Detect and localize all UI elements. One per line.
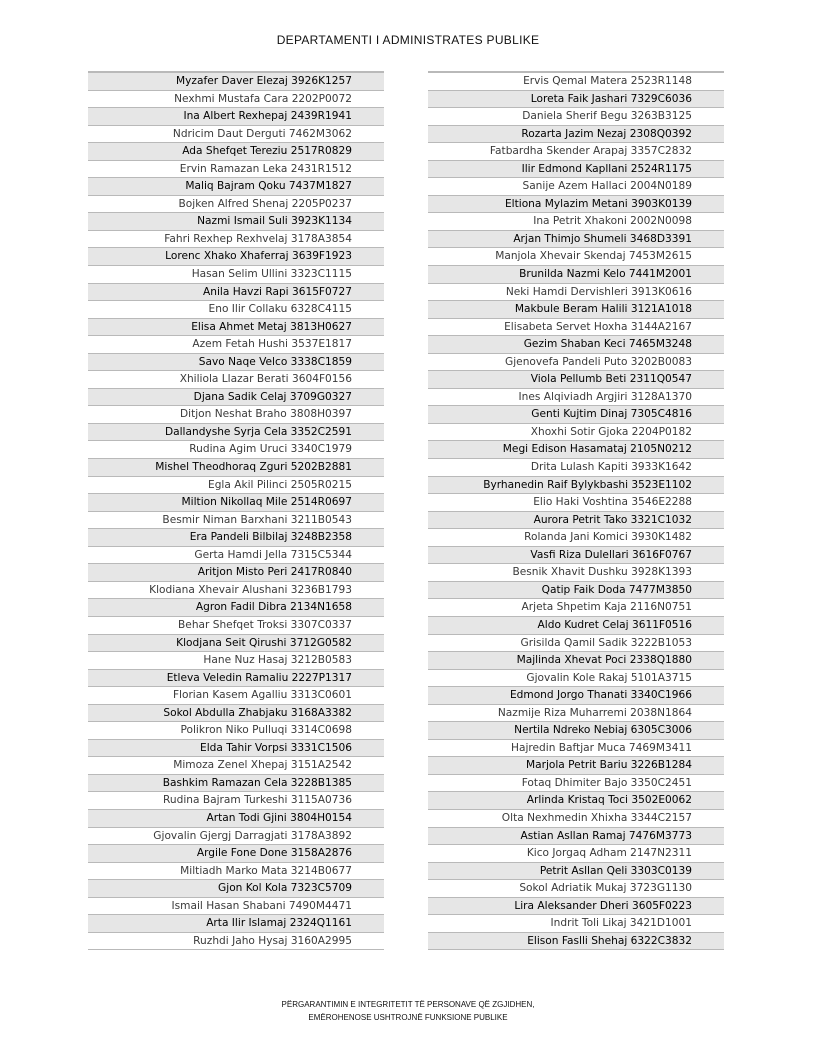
list-item: Besnik Xhavit Dushku 3928K1393 xyxy=(428,564,724,582)
right-name-column xyxy=(428,71,724,950)
list-item: Fatbardha Skender Arapaj 3357C2832 xyxy=(428,143,724,161)
list-item: Azem Fetah Hushi 3537E1817 xyxy=(88,336,384,354)
list-item: Brunilda Nazmi Kelo 7441M2001 xyxy=(428,266,724,284)
list-item: Aldo Kudret Celaj 3611F0516 xyxy=(428,617,724,635)
footer-line-1: PËRGARANTIMIN E INTEGRITETIT TË PERSONAVE QË ZGJIDHEN, xyxy=(281,1000,535,1009)
list-item: Savo Naqe Velco 3338C1859 xyxy=(88,354,384,372)
list-item: Elisa Ahmet Metaj 3813H0627 xyxy=(88,319,384,337)
list-item: Drita Lulash Kapiti 3933K1642 xyxy=(428,459,724,477)
list-item: Makbule Beram Halili 3121A1018 xyxy=(428,301,724,319)
list-item: Arta Ilir Islamaj 2324Q1161 xyxy=(88,915,384,933)
list-item: Fahri Rexhep Rexhvelaj 3178A3854 xyxy=(88,231,384,249)
list-item: Ervin Ramazan Leka 2431R1512 xyxy=(88,161,384,179)
list-item: Ina Petrit Xhakoni 2002N0098 xyxy=(428,213,724,231)
list-item: Manjola Xhevair Skendaj 7453M2615 xyxy=(428,248,724,266)
list-item: Sanije Azem Hallaci 2004N0189 xyxy=(428,178,724,196)
list-item: Gjovalin Gjergj Darragjati 3178A3892 xyxy=(88,828,384,846)
list-item: Viola Pellumb Beti 2311Q0547 xyxy=(428,371,724,389)
page-footer xyxy=(0,998,816,1024)
list-item: Lira Aleksander Dheri 3605F0223 xyxy=(428,898,724,916)
list-item: Nazmi Ismail Suli 3923K1134 xyxy=(88,213,384,231)
list-item: Qatip Faik Doda 7477M3850 xyxy=(428,582,724,600)
list-item: Artan Todi Gjini 3804H0154 xyxy=(88,810,384,828)
list-item: Marjola Petrit Bariu 3226B1284 xyxy=(428,757,724,775)
list-item: Era Pandeli Bilbilaj 3248B2358 xyxy=(88,529,384,547)
list-item: Gjovalin Kole Rakaj 5101A3715 xyxy=(428,670,724,688)
list-item: Rudina Bajram Turkeshi 3115A0736 xyxy=(88,792,384,810)
list-item: Klodjana Seit Qirushi 3712G0582 xyxy=(88,635,384,653)
list-item: Ina Albert Rexhepaj 2439R1941 xyxy=(88,108,384,126)
list-item: Gezim Shaban Keci 7465M3248 xyxy=(428,336,724,354)
list-item: Lorenc Xhako Xhaferraj 3639F1923 xyxy=(88,248,384,266)
list-item: Gerta Hamdi Jella 7315C5344 xyxy=(88,547,384,565)
footer-line-2: EMËROHENOSE USHTROJNË FUNKSIONE PUBLIKE xyxy=(308,1013,508,1022)
list-item: Ines Alqiviadh Argjiri 3128A1370 xyxy=(428,389,724,407)
list-item: Mishel Theodhoraq Zguri 5202B2881 xyxy=(88,459,384,477)
list-item: Agron Fadil Dibra 2134N1658 xyxy=(88,599,384,617)
list-item: Ada Shefqet Tereziu 2517R0829 xyxy=(88,143,384,161)
list-item: Arjeta Shpetim Kaja 2116N0751 xyxy=(428,599,724,617)
list-item: Elison Faslli Shehaj 6322C3832 xyxy=(428,933,724,951)
list-item: Miltiadh Marko Mata 3214B0677 xyxy=(88,863,384,881)
list-item: Rolanda Jani Komici 3930K1482 xyxy=(428,529,724,547)
list-item: Miltion Nikollaq Mile 2514R0697 xyxy=(88,494,384,512)
list-item: Rudina Agim Uruci 3340C1979 xyxy=(88,441,384,459)
list-item: Eno Ilir Collaku 6328C4115 xyxy=(88,301,384,319)
list-item: Djana Sadik Celaj 3709G0327 xyxy=(88,389,384,407)
list-item: Ditjon Neshat Braho 3808H0397 xyxy=(88,406,384,424)
list-item: Sokol Abdulla Zhabjaku 3168A3382 xyxy=(88,705,384,723)
list-item: Kico Jorgaq Adham 2147N2311 xyxy=(428,845,724,863)
list-item: Loreta Faik Jashari 7329C6036 xyxy=(428,91,724,109)
list-item: Dallandyshe Syrja Cela 3352C2591 xyxy=(88,424,384,442)
list-item: Ismail Hasan Shabani 7490M4471 xyxy=(88,898,384,916)
list-item: Bashkim Ramazan Cela 3228B1385 xyxy=(88,775,384,793)
list-item: Gjenovefa Pandeli Puto 3202B0083 xyxy=(428,354,724,372)
list-item: Ndricim Daut Derguti 7462M3062 xyxy=(88,126,384,144)
list-item: Myzafer Daver Elezaj 3926K1257 xyxy=(88,73,384,91)
list-item: Aurora Petrit Tako 3321C1032 xyxy=(428,512,724,530)
list-item: Indrit Toli Likaj 3421D1001 xyxy=(428,915,724,933)
list-item: Klodiana Xhevair Alushani 3236B1793 xyxy=(88,582,384,600)
list-item: Gjon Kol Kola 7323C5709 xyxy=(88,880,384,898)
list-item: Hane Nuz Hasaj 3212B0583 xyxy=(88,652,384,670)
list-item: Elda Tahir Vorpsi 3331C1506 xyxy=(88,740,384,758)
list-item: Vasfi Riza Dulellari 3616F0767 xyxy=(428,547,724,565)
list-item: Rozarta Jazim Nezaj 2308Q0392 xyxy=(428,126,724,144)
list-item: Majlinda Xhevat Poci 2338Q1880 xyxy=(428,652,724,670)
list-item: Nertila Ndreko Nebiaj 6305C3006 xyxy=(428,722,724,740)
list-item: Hajredin Baftjar Muca 7469M3411 xyxy=(428,740,724,758)
list-item: Florian Kasem Agalliu 3313C0601 xyxy=(88,687,384,705)
list-item: Nazmije Riza Muharremi 2038N1864 xyxy=(428,705,724,723)
list-item: Aritjon Misto Peri 2417R0840 xyxy=(88,564,384,582)
list-item: Petrit Asllan Qeli 3303C0139 xyxy=(428,863,724,881)
list-item: Hasan Selim Ullini 3323C1115 xyxy=(88,266,384,284)
list-item: Megi Edison Hasamataj 2105N0212 xyxy=(428,441,724,459)
list-item: Mimoza Zenel Xhepaj 3151A2542 xyxy=(88,757,384,775)
list-item: Xhiliola Llazar Berati 3604F0156 xyxy=(88,371,384,389)
list-item: Olta Nexhmedin Xhixha 3344C2157 xyxy=(428,810,724,828)
list-item: Byrhanedin Raif Bylykbashi 3523E1102 xyxy=(428,477,724,495)
page-title: DEPARTAMENTI I ADMINISTRATES PUBLIKE xyxy=(276,33,540,47)
list-item: Anila Havzi Rapi 3615F0727 xyxy=(88,284,384,302)
list-item: Nexhmi Mustafa Cara 2202P0072 xyxy=(88,91,384,109)
list-item: Fotaq Dhimiter Bajo 3350C2451 xyxy=(428,775,724,793)
list-item: Argile Fone Done 3158A2876 xyxy=(88,845,384,863)
list-item: Maliq Bajram Qoku 7437M1827 xyxy=(88,178,384,196)
list-item: Arjan Thimjo Shumeli 3468D3391 xyxy=(428,231,724,249)
list-item: Edmond Jorgo Thanati 3340C1966 xyxy=(428,687,724,705)
list-item: Eltiona Mylazim Metani 3903K0139 xyxy=(428,196,724,214)
list-item: Elisabeta Servet Hoxha 3144A2167 xyxy=(428,319,724,337)
list-item: Ervis Qemal Matera 2523R1148 xyxy=(428,73,724,91)
list-item: Etleva Veledin Ramaliu 2227P1317 xyxy=(88,670,384,688)
list-item: Arlinda Kristaq Toci 3502E0062 xyxy=(428,792,724,810)
list-item: Astian Asllan Ramaj 7476M3773 xyxy=(428,828,724,846)
list-item: Behar Shefqet Troksi 3307C0337 xyxy=(88,617,384,635)
list-item: Daniela Sherif Begu 3263B3125 xyxy=(428,108,724,126)
list-item: Bojken Alfred Shenaj 2205P0237 xyxy=(88,196,384,214)
list-item: Genti Kujtim Dinaj 7305C4816 xyxy=(428,406,724,424)
list-item: Neki Hamdi Dervishleri 3913K0616 xyxy=(428,284,724,302)
list-item: Ilir Edmond Kapllani 2524R1175 xyxy=(428,161,724,179)
list-item: Elio Haki Voshtina 3546E2288 xyxy=(428,494,724,512)
list-item: Sokol Adriatik Mukaj 3723G1130 xyxy=(428,880,724,898)
left-name-column xyxy=(88,71,384,950)
list-item: Ruzhdi Jaho Hysaj 3160A2995 xyxy=(88,933,384,951)
list-item: Besmir Niman Barxhani 3211B0543 xyxy=(88,512,384,530)
list-item: Xhoxhi Sotir Gjoka 2204P0182 xyxy=(428,424,724,442)
list-item: Egla Akil Pilinci 2505R0215 xyxy=(88,477,384,495)
list-item: Grisilda Qamil Sadik 3222B1053 xyxy=(428,635,724,653)
list-item: Polikron Niko Pulluqi 3314C0698 xyxy=(88,722,384,740)
